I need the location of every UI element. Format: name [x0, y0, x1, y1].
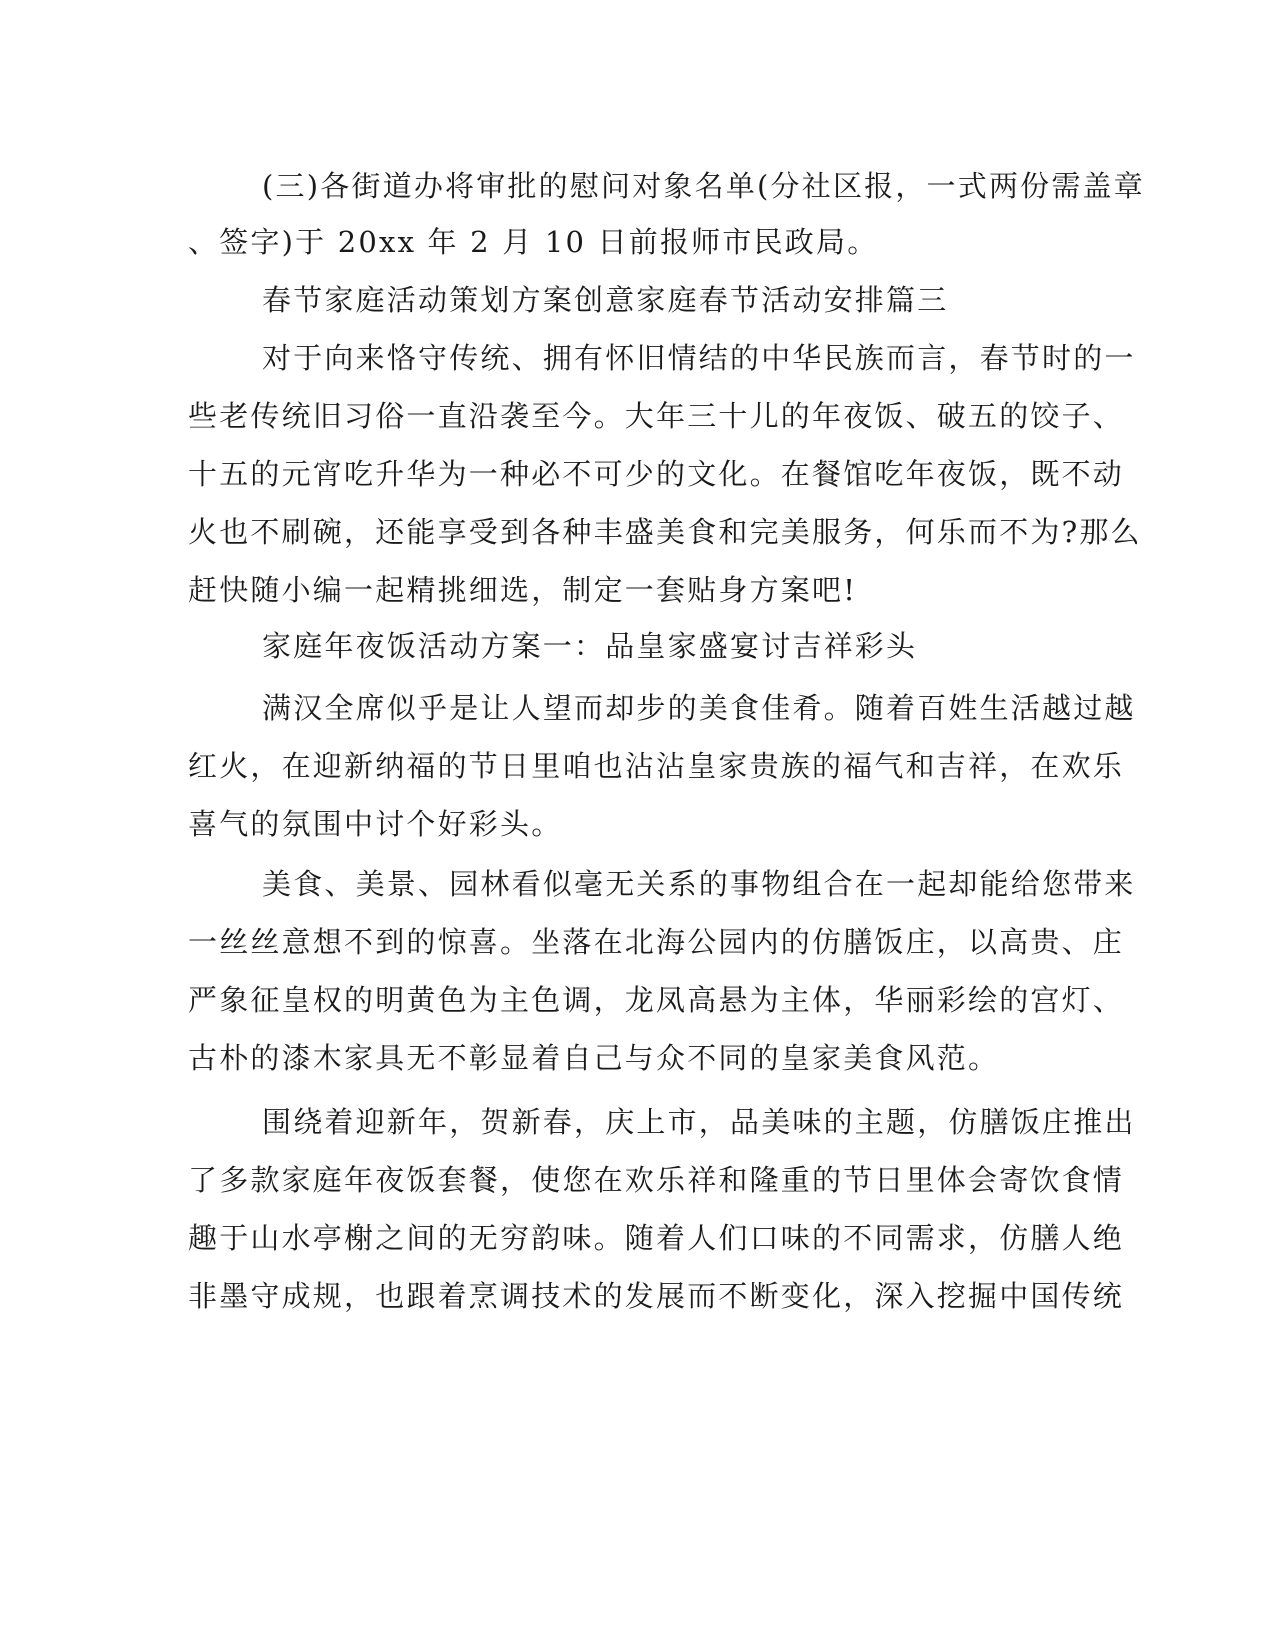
paragraph-line: 红火，在迎新纳福的节日里咱也沾沾皇家贵族的福气和吉祥，在欢乐	[188, 749, 1125, 783]
paragraph-line: (三)各街道办将审批的慰问对象名单(分社区报，一式两份需盖章	[262, 169, 1145, 203]
section-heading: 春节家庭活动策划方案创意家庭春节活动安排篇三	[262, 283, 949, 317]
paragraph-line: 火也不刷碗，还能享受到各种丰盛美食和完美服务，何乐而不为?那么	[188, 515, 1142, 549]
paragraph-line: 非墨守成规，也跟着烹调技术的发展而不断变化，深入挖掘中国传统	[188, 1279, 1125, 1313]
paragraph-line: 古朴的漆木家具无不彰显着自己与众不同的皇家美食风范。	[188, 1041, 1000, 1075]
paragraph-line: 、签字)于 20xx 年 2 月 10 日前报师市民政局。	[188, 225, 879, 259]
paragraph-line: 一丝丝意想不到的惊喜。坐落在北海公园内的仿膳饭庄，以高贵、庄	[188, 925, 1125, 959]
paragraph-line: 严象征皇权的明黄色为主色调，龙凤高悬为主体，华丽彩绘的宫灯、	[188, 983, 1125, 1017]
paragraph-line: 满汉全席似乎是让人望而却步的美食佳肴。随着百姓生活越过越	[262, 691, 1136, 725]
paragraph-line: 些老传统旧习俗一直沿袭至今。大年三十儿的年夜饭、破五的饺子、	[188, 399, 1125, 433]
paragraph-line: 美食、美景、园林看似毫无关系的事物组合在一起却能给您带来	[262, 867, 1136, 901]
paragraph-line: 趣于山水亭榭之间的无穷韵味。随着人们口味的不同需求，仿膳人绝	[188, 1221, 1125, 1255]
paragraph-line: 对于向来恪守传统、拥有怀旧情结的中华民族而言，春节时的一	[262, 341, 1136, 375]
paragraph-line: 喜气的氛围中讨个好彩头。	[188, 807, 563, 841]
paragraph-line: 十五的元宵吃升华为一种必不可少的文化。在餐馆吃年夜饭，既不动	[188, 457, 1125, 491]
paragraph-line: 围绕着迎新年，贺新春，庆上市，品美味的主题，仿膳饭庄推出	[262, 1105, 1136, 1139]
section-heading: 家庭年夜饭活动方案一：品皇家盛宴讨吉祥彩头	[262, 629, 918, 663]
paragraph-line: 了多款家庭年夜饭套餐，使您在欢乐祥和隆重的节日里体会寄饮食情	[188, 1163, 1125, 1197]
paragraph-line: 赶快随小编一起精挑细选，制定一套贴身方案吧!	[188, 573, 858, 607]
